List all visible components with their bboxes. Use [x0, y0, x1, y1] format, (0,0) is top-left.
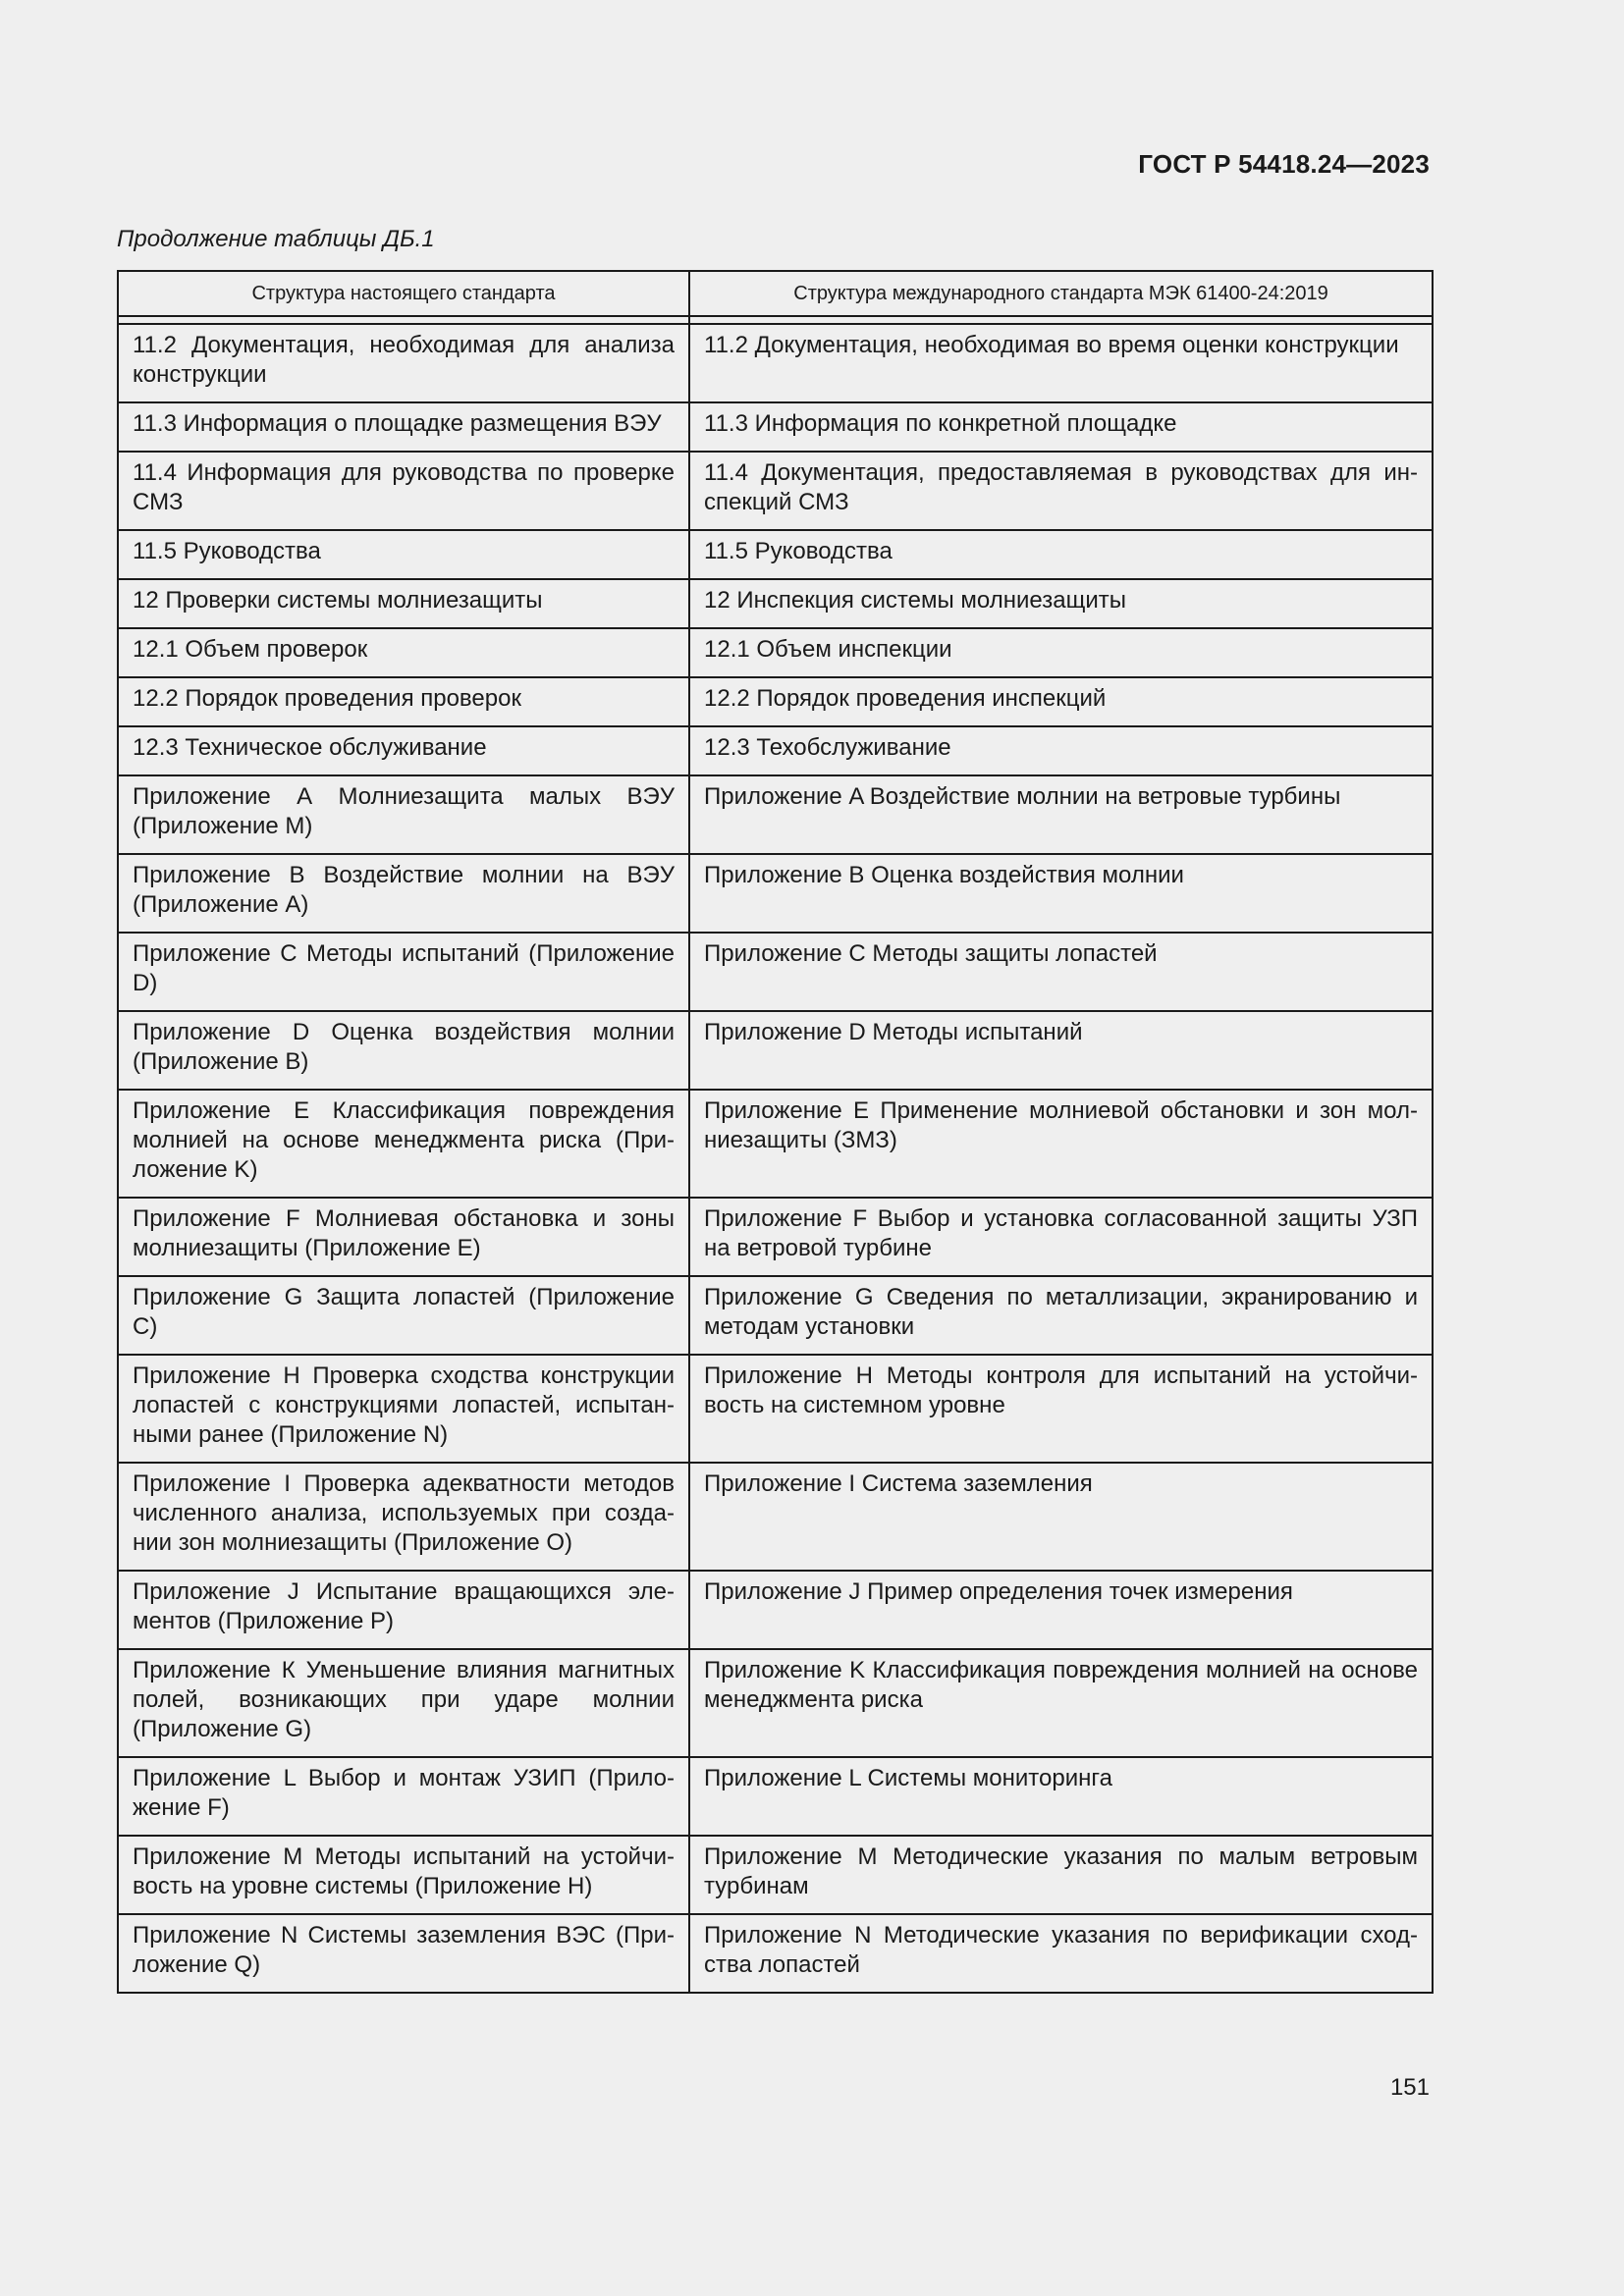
document-code: ГОСТ Р 54418.24—2023	[1138, 149, 1430, 179]
table-body	[118, 324, 1433, 1993]
table-row	[118, 402, 1433, 452]
table-row	[118, 530, 1433, 579]
cell-international-structure: 12 Инспекция системы молниезащиты	[689, 579, 1433, 628]
cell-international-structure: Приложение I Система заземления	[689, 1463, 1433, 1571]
cell-international-structure: 11.4 Документация, предоставляемая в руководствах для инспекций СМЗ	[689, 452, 1433, 530]
cell-national-structure: Приложение L Выбор и монтаж УЗИП (Приложение F)	[118, 1757, 689, 1836]
cell-national-structure: Приложение J Испытание вращающихся элементов (Приложение P)	[118, 1571, 689, 1649]
cell-national-structure: 12 Проверки системы молниезащиты	[118, 579, 689, 628]
table-row	[118, 628, 1433, 677]
column-header-national: Структура настоящего стандарта	[118, 271, 689, 316]
cell-national-structure: Приложение Е Классификация повреждения молнией на основе менеджмента риска (Приложение K)	[118, 1090, 689, 1198]
cell-national-structure: 12.1 Объем проверок	[118, 628, 689, 677]
cell-international-structure: Приложение L Системы мониторинга	[689, 1757, 1433, 1836]
cell-international-structure: Приложение H Методы контроля для испытаний на устойчивость на системном уровне	[689, 1355, 1433, 1463]
correspondence-table	[117, 270, 1434, 1994]
table-row	[118, 775, 1433, 854]
table-row	[118, 579, 1433, 628]
cell-national-structure: 11.5 Руководства	[118, 530, 689, 579]
cell-international-structure: 11.5 Руководства	[689, 530, 1433, 579]
cell-international-structure: Приложение B Оценка воздействия молнии	[689, 854, 1433, 933]
cell-international-structure: Приложение N Методические указания по верификации сходства лопастей	[689, 1914, 1433, 1993]
table-header-row	[118, 271, 1433, 316]
table-row	[118, 1757, 1433, 1836]
table-caption: Продолжение таблицы ДБ.1	[117, 226, 435, 252]
cell-international-structure: 12.2 Порядок проведения инспекций	[689, 677, 1433, 726]
table-row	[118, 854, 1433, 933]
cell-international-structure: 11.2 Документация, необходимая во время оценки конструкции	[689, 324, 1433, 402]
cell-national-structure: 12.2 Порядок проведения проверок	[118, 677, 689, 726]
table-row	[118, 1649, 1433, 1757]
header-separator	[118, 316, 1433, 324]
cell-national-structure: Приложение В Воздействие молнии на ВЭУ (Приложение А)	[118, 854, 689, 933]
cell-international-structure: Приложение C Методы защиты лопастей	[689, 933, 1433, 1011]
table-row	[118, 1914, 1433, 1993]
cell-international-structure: Приложение K Классификация повреждения молнией на основе менеджмента риска	[689, 1649, 1433, 1757]
cell-international-structure: Приложение F Выбор и установка согласованной защиты УЗП на ветровой турбине	[689, 1198, 1433, 1276]
table-row	[118, 1463, 1433, 1571]
cell-national-structure: 12.3 Техническое обслуживание	[118, 726, 689, 775]
cell-national-structure: 11.3 Информация о площадке размещения ВЭУ	[118, 402, 689, 452]
cell-national-structure: 11.2 Документация, необходимая для анализа конструкции	[118, 324, 689, 402]
cell-international-structure: 12.1 Объем инспекции	[689, 628, 1433, 677]
cell-international-structure: Приложение E Применение молниевой обстановки и зон молниезащиты (ЗМЗ)	[689, 1090, 1433, 1198]
cell-national-structure: Приложение С Методы испытаний (Приложение D)	[118, 933, 689, 1011]
table-row	[118, 1198, 1433, 1276]
table-row	[118, 1276, 1433, 1355]
table-row	[118, 452, 1433, 530]
cell-national-structure: Приложение G Защита лопастей (Приложение С)	[118, 1276, 689, 1355]
table-row	[118, 726, 1433, 775]
cell-international-structure: 11.3 Информация по конкретной площадке	[689, 402, 1433, 452]
cell-national-structure: Приложение H Проверка сходства конструкции лопастей с конструкциями лопастей, испытанными ранее (Приложение N)	[118, 1355, 689, 1463]
table-row	[118, 1355, 1433, 1463]
table-row	[118, 1011, 1433, 1090]
table-row	[118, 1090, 1433, 1198]
cell-national-structure: Приложение N Системы заземления ВЭС (Приложение Q)	[118, 1914, 689, 1993]
cell-international-structure: Приложение J Пример определения точек измерения	[689, 1571, 1433, 1649]
cell-national-structure: Приложение F Молниевая обстановка и зоны молниезащиты (Приложение E)	[118, 1198, 689, 1276]
cell-national-structure: Приложение А Молниезащита малых ВЭУ (Приложение M)	[118, 775, 689, 854]
cell-international-structure: Приложение G Сведения по металлизации, экранированию и методам установки	[689, 1276, 1433, 1355]
cell-national-structure: Приложение К Уменьшение влияния магнитных полей, возникающих при ударе молнии (Приложение G)	[118, 1649, 689, 1757]
cell-international-structure: Приложение M Методические указания по малым ветровым турбинам	[689, 1836, 1433, 1914]
table-row	[118, 677, 1433, 726]
table-row	[118, 1571, 1433, 1649]
page-number: 151	[1389, 2074, 1430, 2101]
table-row	[118, 324, 1433, 402]
cell-international-structure: Приложение A Воздействие молнии на ветровые турбины	[689, 775, 1433, 854]
column-header-international: Структура международного стандарта МЭК 61400-24:2019	[689, 271, 1433, 316]
cell-international-structure: Приложение D Методы испытаний	[689, 1011, 1433, 1090]
cell-national-structure: 11.4 Информация для руководства по проверке СМЗ	[118, 452, 689, 530]
cell-national-structure: Приложение D Оценка воздействия молнии (Приложение В)	[118, 1011, 689, 1090]
cell-national-structure: Приложение I Проверка адекватности методов численного анализа, используемых при создании зон молниезащиты (Приложение O)	[118, 1463, 689, 1571]
cell-national-structure: Приложение M Методы испытаний на устойчивость на уровне системы (Приложение H)	[118, 1836, 689, 1914]
cell-international-structure: 12.3 Техобслуживание	[689, 726, 1433, 775]
table-row	[118, 1836, 1433, 1914]
table-row	[118, 933, 1433, 1011]
